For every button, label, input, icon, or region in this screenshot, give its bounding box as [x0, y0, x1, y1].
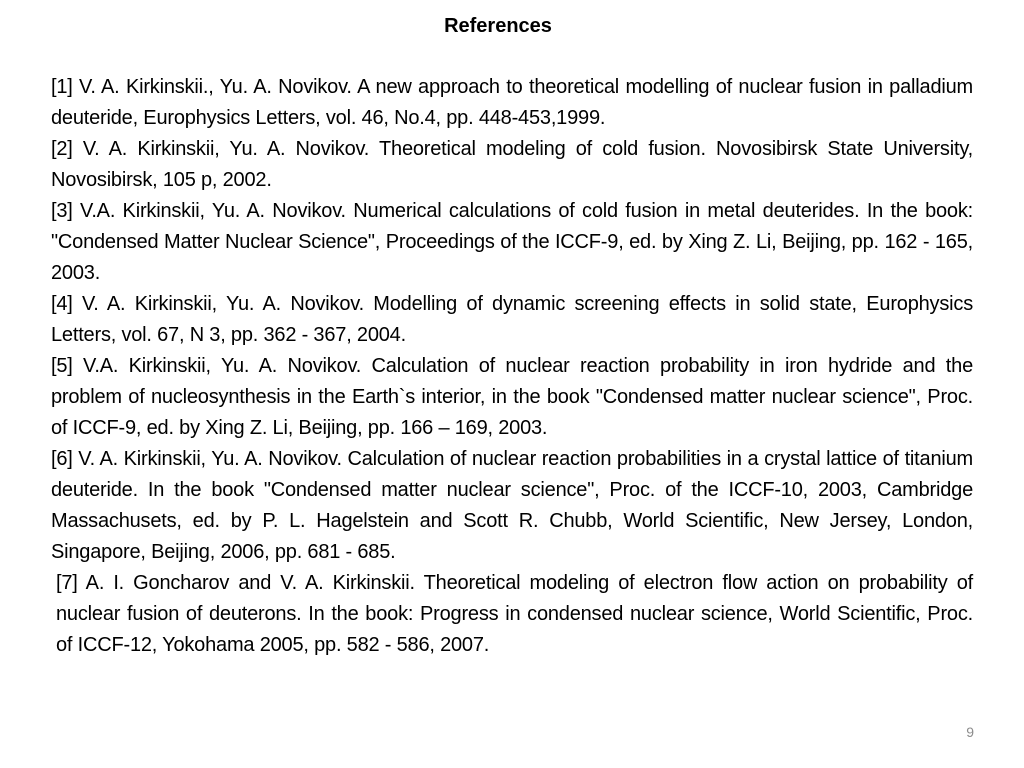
reference-item-6: [6] V. A. Kirkinskii, Yu. A. Novikov. Calculation of nuclear reaction probabilities in a crystal lattice of titanium deuteride. In the book "Condensed matter nuclear science", Proc. of the ICCF-10, 2003, Cambridge Massachusets, ed. by P. L. Hagelstein and Scott R. Chubb, World Scientific, New Jersey, London, Singapore, Beijing, 2006, pp. 681 - 685.: [51, 448, 973, 563]
page-number: 9: [966, 724, 974, 740]
reference-item-2: [2] V. A. Kirkinskii, Yu. A. Novikov. Theoretical modeling of cold fusion. Novosibirsk State University, Novosibirsk, 105 p, 2002.: [51, 138, 973, 191]
reference-item-7: [7] A. I. Goncharov and V. A. Kirkinskii. Theoretical modeling of electron flow action on probability of nuclear fusion of deuterons. In the book: Progress in condensed nuclear science, World Scientific, Proc. of ICCF-12, Yokohama 2005, pp. 582 - 586, 2007.: [56, 572, 973, 656]
reference-item-1: [1] V. A. Kirkinskii., Yu. A. Novikov. A new approach to theoretical modelling of nuclear fusion in palladium deuteride, Europhysics Letters, vol. 46, No.4, pp. 448-453,1999.: [51, 76, 973, 129]
reference-list: [51, 72, 973, 661]
reference-item-3: [3] V.A. Kirkinskii, Yu. A. Novikov. Numerical calculations of cold fusion in metal deuterides. In the book: "Condensed Matter Nuclear Science", Proceedings of the ICCF-9, ed. by Xing Z. Li, Beijing, pp. 162 - 165, 2003.: [51, 200, 973, 284]
page-title: References: [444, 15, 552, 37]
reference-item-5: [5] V.A. Kirkinskii, Yu. A. Novikov. Calculation of nuclear reaction probability in iron hydride and the problem of nucleosynthesis in the Earth`s interior, in the book "Condensed matter nuclear science", Proc. of ICCF-9, ed. by Xing Z. Li, Beijing, pp. 166 – 169, 2003.: [51, 355, 973, 439]
reference-item-4: [4] V. A. Kirkinskii, Yu. A. Novikov. Modelling of dynamic screening effects in solid state, Europhysics Letters, vol. 67, N 3, pp. 362 - 367, 2004.: [51, 293, 973, 346]
